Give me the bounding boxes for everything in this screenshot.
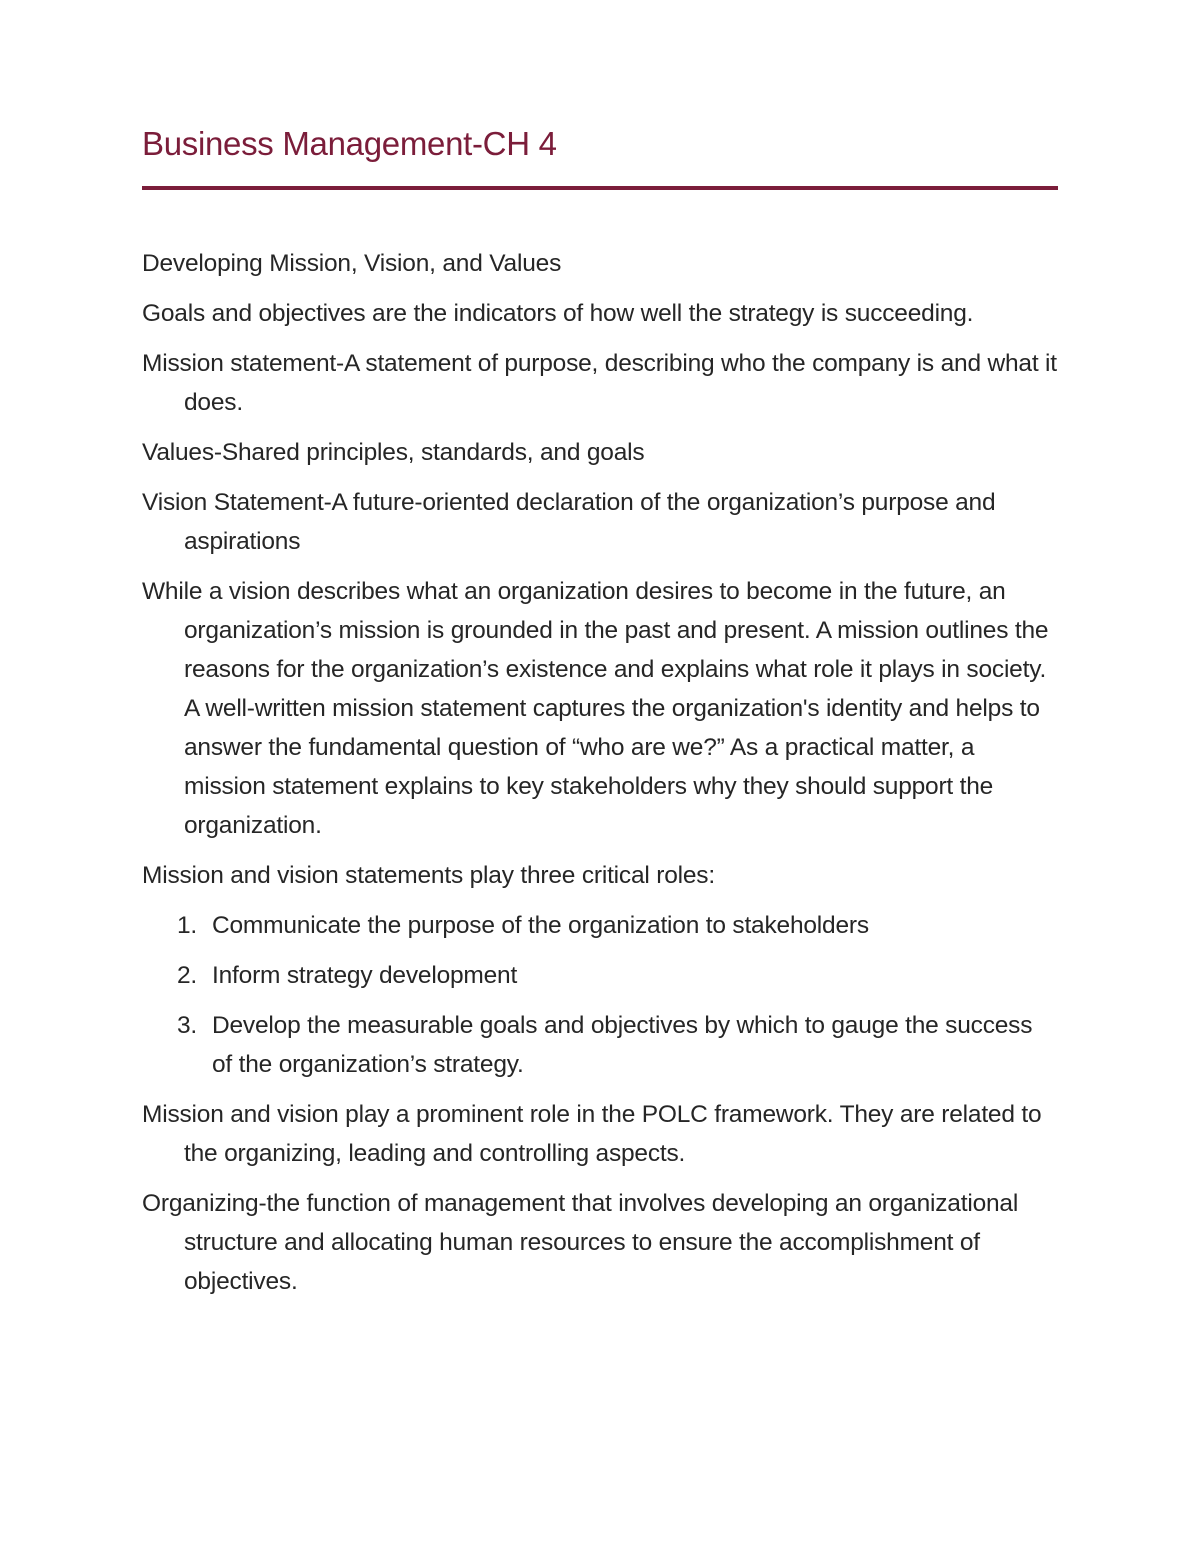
list-item-number: 2. [177,962,198,989]
paragraph-polc: Mission and vision play a prominent role in the POLC framework. They are related to the organizing, leading and controlling aspects. [142,1101,1042,1167]
list-item-text: Communicate the purpose of the organization to stakeholders [212,912,869,939]
list-item-text: Develop the measurable goals and objectives by which to gauge the success of the organization’s strategy. [212,1012,1033,1078]
document-body [142,244,1058,1301]
paragraph-values: Values-Shared principles, standards, and goals [142,439,645,466]
document-page [142,118,1058,1312]
list-item-text: Inform strategy development [212,962,518,989]
list-item [142,1006,1058,1084]
paragraph-vision-vs-mission: While a vision describes what an organization desires to become in the future, an organization’s mission is grounded in the past and present. A mission outlines the reasons for the organization’s existence and explains what role it plays in society. A well-written mission statement captures the organization's identity and helps to answer the fundamental question of “who are we?” As a practical matter, a mission statement explains to key stakeholders why they should support the organization. [142,578,1049,839]
list-item-number: 3. [177,1012,198,1039]
document-title: Business Management-CH 4 [142,125,557,162]
paragraph-organizing: Organizing-the function of management that involves developing an organizational structure and allocating human resources to ensure the accomplishment of objectives. [142,1190,1019,1295]
paragraph-mission-statement: Mission statement-A statement of purpose, describing who the company is and what it does. [142,350,1057,416]
roles-list [142,906,1058,1084]
title-divider [142,186,1058,190]
section-heading: Developing Mission, Vision, and Values [142,250,562,277]
list-item-number: 1. [177,912,198,939]
paragraph-goals: Goals and objectives are the indicators of how well the strategy is succeeding. [142,300,974,327]
paragraph-roles-intro: Mission and vision statements play three critical roles: [142,862,715,889]
list-item [142,956,1058,995]
paragraph-vision-statement: Vision Statement-A future-oriented declaration of the organization’s purpose and aspirations [142,489,996,555]
list-item [142,906,1058,945]
